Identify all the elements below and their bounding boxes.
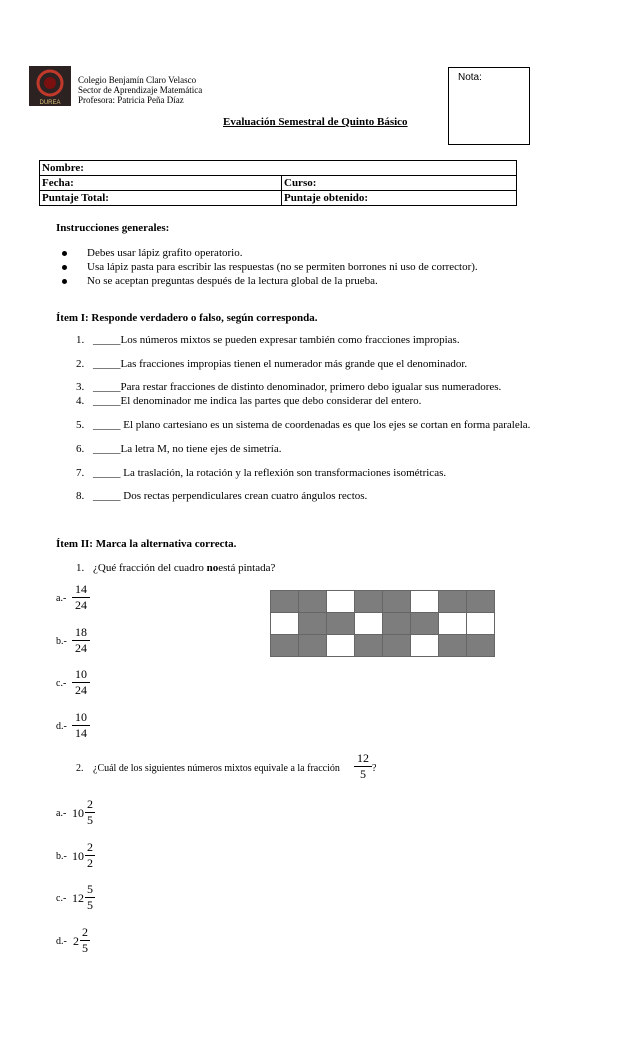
denominator: 24 <box>75 683 87 697</box>
whole-number: 10 <box>72 849 84 863</box>
grade-box <box>448 67 530 145</box>
denominator: 5 <box>87 898 93 912</box>
obtained-score-field[interactable]: Puntaje obtenido: <box>284 192 369 204</box>
question-text: La traslación, la rotación y la reflexión son transformaciones isométricas. <box>120 467 447 479</box>
grid-cell-shaded <box>411 613 439 635</box>
answer-blank[interactable]: _____ <box>93 334 121 346</box>
question-text: Los números mixtos se pueden expresar también como fracciones impropias. <box>120 334 460 346</box>
denominator: 5 <box>82 941 88 955</box>
teacher-name: Profesora: Patricia Peña Díaz <box>78 95 184 105</box>
option-label: a.- <box>56 808 67 819</box>
tf-question-4 <box>76 395 421 407</box>
fraction <box>72 625 90 656</box>
option-label: c.- <box>56 678 67 689</box>
grid-cell-shaded <box>467 635 495 657</box>
tf-question-6 <box>76 443 281 455</box>
tf-question-3 <box>76 381 501 393</box>
question-number: 6. <box>76 443 85 455</box>
question-mark: ? <box>372 763 377 774</box>
grid-cell-empty <box>327 591 355 613</box>
fraction <box>72 582 90 613</box>
question-text: La letra M, no tiene ejes de simetría. <box>120 443 282 455</box>
mc1-option-d[interactable] <box>56 710 96 746</box>
answer-blank[interactable]: _____ <box>93 467 121 479</box>
grid-cell-shaded <box>355 591 383 613</box>
option-label: a.- <box>56 593 67 604</box>
denominator: 2 <box>87 856 93 870</box>
subject-sector: Sector de Aprendizaje Matemática <box>78 85 203 95</box>
answer-blank[interactable]: _____ <box>93 443 121 455</box>
name-field[interactable]: Nombre: <box>42 162 84 174</box>
instructions-heading: Instrucciones generales: <box>56 222 170 234</box>
logo-text: DUREA <box>39 100 61 106</box>
instruction-item <box>62 247 478 261</box>
grid-cell-shaded <box>327 613 355 635</box>
fraction <box>72 710 90 741</box>
mc2-option-b[interactable] <box>56 840 116 874</box>
question-fraction <box>354 751 372 782</box>
tf-question-2 <box>76 358 467 370</box>
fraction <box>85 797 95 828</box>
instruction-item <box>62 275 478 289</box>
grid-cell-shaded <box>271 591 299 613</box>
grid-cell-empty <box>439 613 467 635</box>
grid-row <box>271 635 495 657</box>
numerator: 18 <box>75 625 87 639</box>
item2-heading: Ítem II: Marca la alternativa correcta. <box>56 538 237 550</box>
answer-blank[interactable]: _____ <box>93 419 121 431</box>
instructions-list <box>62 247 478 289</box>
question-number: 5. <box>76 419 85 431</box>
option-label: d.- <box>56 936 67 947</box>
question-text: Las fracciones impropias tienen el numerador más grande que el denominador. <box>120 358 468 370</box>
numerator: 10 <box>75 667 87 681</box>
numerator: 10 <box>75 710 87 724</box>
date-field[interactable]: Fecha: <box>40 176 282 190</box>
grid-cell-shaded <box>299 613 327 635</box>
question-text: Dos rectas perpendiculares crean cuatro ángulos rectos. <box>120 490 368 502</box>
grid-row <box>271 591 495 613</box>
question-number: 2. <box>76 358 85 370</box>
grid-cell-shaded <box>467 591 495 613</box>
student-info-table <box>39 160 517 206</box>
answer-blank[interactable]: _____ <box>93 395 121 407</box>
mc2-option-c[interactable] <box>56 882 116 916</box>
instruction-item <box>62 261 478 275</box>
grid-cell-shaded <box>439 635 467 657</box>
bullet-icon <box>62 279 67 284</box>
whole-number: 12 <box>72 891 84 905</box>
grid-cell-empty <box>467 613 495 635</box>
grade-label: Nota: <box>458 72 482 83</box>
fraction-grid <box>270 590 495 657</box>
option-label: b.- <box>56 636 67 647</box>
grid-cell-empty <box>271 613 299 635</box>
question-emphasis: no <box>206 562 219 574</box>
tf-question-1 <box>76 334 460 346</box>
bullet-icon <box>62 251 67 256</box>
numerator: 2 <box>82 925 88 939</box>
question-number: 2. <box>76 763 84 774</box>
numerator: 12 <box>357 751 369 765</box>
grid-cell-shaded <box>439 591 467 613</box>
denominator: 5 <box>87 813 93 827</box>
denominator: 14 <box>75 726 87 740</box>
fraction <box>85 840 95 871</box>
question-number: 3. <box>76 381 85 393</box>
question-text: ¿Qué fracción del cuadro <box>93 562 207 574</box>
course-field[interactable]: Curso: <box>284 177 317 189</box>
tf-question-8 <box>76 490 367 502</box>
grid-cell-shaded <box>299 635 327 657</box>
fraction <box>72 667 90 698</box>
answer-blank[interactable]: _____ <box>93 490 121 502</box>
whole-number: 10 <box>72 806 84 820</box>
mc-question-1 <box>76 562 275 574</box>
grid-cell-shaded <box>355 635 383 657</box>
question-text: El denominador me indica las partes que debo considerar del entero. <box>120 395 422 407</box>
denominator: 24 <box>75 598 87 612</box>
answer-blank[interactable]: _____ <box>93 358 121 370</box>
grid-cell-shaded <box>271 635 299 657</box>
instruction-text: No se aceptan preguntas después de la lectura global de la prueba. <box>87 275 378 287</box>
grid-cell-shaded <box>383 613 411 635</box>
numerator: 2 <box>87 840 93 854</box>
denominator: 24 <box>75 641 87 655</box>
fraction <box>85 882 95 913</box>
page-title: Evaluación Semestral de Quinto Básico <box>223 116 408 128</box>
grid-cell-shaded <box>383 591 411 613</box>
grid-cell-empty <box>411 591 439 613</box>
question-number: 8. <box>76 490 85 502</box>
numerator: 2 <box>87 797 93 811</box>
option-label: c.- <box>56 893 67 904</box>
question-text: Para restar fracciones de distinto denominador, primero debo igualar sus numeradores. <box>120 381 502 393</box>
question-number: 1. <box>76 562 85 574</box>
instruction-text: Debes usar lápiz grafito operatorio. <box>87 247 243 259</box>
school-name: Colegio Benjamín Claro Velasco <box>78 75 197 85</box>
mc1-option-b[interactable] <box>56 625 96 661</box>
question-number: 7. <box>76 467 85 479</box>
mc2-option-d[interactable] <box>56 925 116 959</box>
mc-question-2 <box>76 763 340 774</box>
fraction <box>80 925 90 956</box>
tf-question-7 <box>76 467 446 479</box>
grid-row <box>271 613 495 635</box>
bullet-icon <box>62 265 67 270</box>
item1-heading: Ítem I: Responde verdadero o falso, según corresponda. <box>56 312 318 324</box>
denominator: 5 <box>360 767 366 781</box>
mc1-option-a[interactable] <box>56 582 96 618</box>
grid-cell-empty <box>411 635 439 657</box>
grid-cell-empty <box>355 613 383 635</box>
school-logo <box>29 66 71 106</box>
instruction-text: Usa lápiz pasta para escribir las respuestas (no se permiten borrones ni uso de corrector). <box>87 261 478 273</box>
numerator: 14 <box>75 582 87 596</box>
numerator: 5 <box>87 882 93 896</box>
grid-cell-empty <box>327 635 355 657</box>
mc1-option-c[interactable] <box>56 667 96 703</box>
question-text: ¿Cuál de los siguientes números mixtos equivale a la fracción <box>93 763 340 774</box>
question-text: El plano cartesiano es un sistema de coordenadas es que los ejes se cortan en forma paralela. <box>120 419 531 431</box>
option-label: b.- <box>56 851 67 862</box>
total-score-field[interactable]: Puntaje Total: <box>40 191 282 205</box>
question-text: está pintada? <box>218 562 276 574</box>
mc2-option-a[interactable] <box>56 797 116 831</box>
answer-blank[interactable]: _____ <box>93 381 121 393</box>
option-label: d.- <box>56 721 67 732</box>
grid-cell-shaded <box>383 635 411 657</box>
grid-cell-shaded <box>299 591 327 613</box>
question-number: 1. <box>76 334 85 346</box>
question-number: 4. <box>76 395 85 407</box>
whole-number: 2 <box>73 934 79 948</box>
tf-question-5 <box>76 419 530 431</box>
